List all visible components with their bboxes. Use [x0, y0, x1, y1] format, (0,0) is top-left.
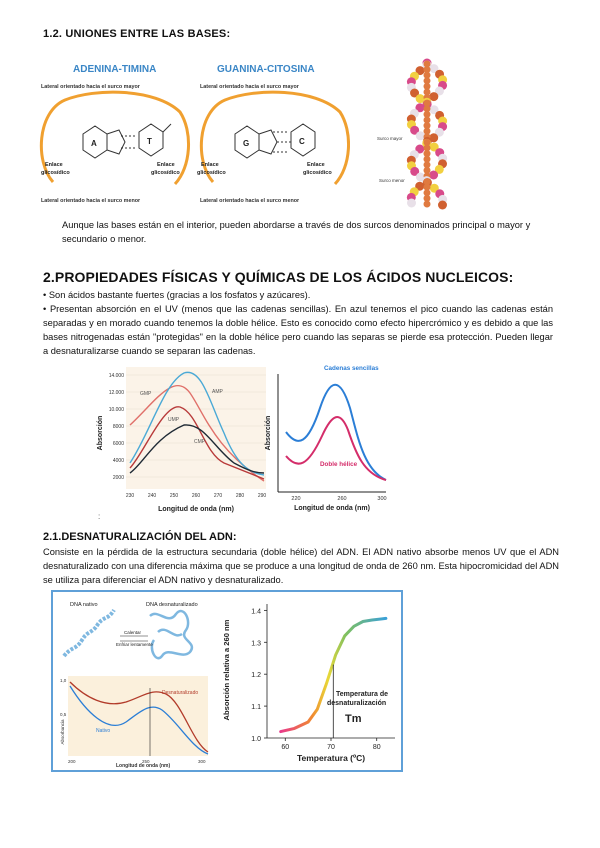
ump-label: UMP [168, 417, 180, 423]
section-title-1-2: 1.2. UNIONES ENTRE LAS BASES: [43, 28, 231, 40]
tm-xtick: 70 [327, 744, 335, 751]
left-chart-xtick: 250 [169, 493, 179, 499]
tm-ytick: 1.3 [251, 640, 261, 648]
at-minor-label: Lateral orientado hacia el surco menor [41, 198, 141, 204]
right-chart-xtick: 260 [337, 496, 347, 502]
tm-ytick: 1.0 [251, 736, 261, 743]
tm-xtick: 60 [281, 744, 290, 751]
native-helix-strand [64, 610, 114, 656]
tm-ytick: 1.2 [251, 672, 261, 680]
left-chart-ytick: 10.000 [108, 407, 124, 413]
enfriar-label: Enfriar lentamente [116, 642, 153, 647]
left-chart-ytick: 4000 [112, 458, 124, 464]
mini-ytick-2: 0,5 [60, 712, 67, 717]
mini-denat-label: Desnaturalizado [162, 690, 199, 696]
dna-denaturation-sketch [58, 596, 208, 666]
gc-minor-label: Lateral orientado hacia el surco menor [200, 198, 300, 204]
bullet-acids: • Son ácidos bastante fuertes (gracias a los fosfatos y azúcares). [43, 290, 311, 300]
single-strand-label: Cadenas sencillas [324, 365, 379, 372]
mini-ytick-1: 1,0 [60, 678, 67, 683]
stray-colon: : [98, 512, 101, 521]
at-enlace-right: Enlace [157, 162, 175, 168]
helix-minor-groove-label: Surco menor [379, 178, 405, 183]
tm-ytick: 1.4 [251, 608, 261, 616]
gc-title: GUANINA-CITOSINA [217, 64, 315, 75]
gc-enlace-left: Enlace [201, 162, 219, 168]
right-chart-ylabel: Absorción [265, 415, 272, 451]
left-chart-xtick: 290 [257, 493, 267, 499]
mini-xlabel: Longitud de onda (nm) [116, 763, 171, 768]
letter-g: G [243, 139, 250, 148]
helix-atom [429, 171, 438, 180]
at-glico-left: glicosídico [41, 170, 70, 176]
letter-t: T [147, 137, 152, 146]
gc-major-label: Lateral orientado hacia el surco mayor [200, 84, 299, 90]
mini-absorbance-chart [56, 672, 216, 768]
helix-atom [416, 131, 425, 140]
right-chart-xlabel: Longitud de onda (nm) [294, 505, 370, 512]
tm-ylabel: Absorción relativa a 260 nm [222, 619, 231, 721]
left-chart-xtick: 230 [125, 493, 135, 499]
left-chart-ytick: 12.000 [108, 390, 124, 396]
gmp-label: GMP [140, 391, 152, 397]
nucleotide-absorption-chart [94, 363, 274, 518]
helix-atom [407, 199, 416, 208]
left-chart-ytick: 14.000 [108, 373, 124, 379]
mini-xtick-1: 200 [68, 759, 76, 764]
left-chart-xtick: 270 [213, 493, 223, 499]
tm-annotation: Temperatura de desnaturalización [327, 691, 388, 707]
mini-ylabel: Absorbancia [60, 719, 65, 745]
gc-enlace-right: Enlace [307, 162, 325, 168]
helix-atom [438, 201, 447, 210]
mini-xtick-2: 250 [142, 759, 150, 764]
bullet-uv-absorption: • Presentan absorción en el UV (menos que las cadenas sencillas). En azul tenemos el pico cuando las cadenas están separadas y en morado cuando tenemos la doble hélice. Esto es conocido como efecto hipercrómico y es debido a que las bases nitrogenadas están "protegidas" en la doble hélice pero cuando las separas se pierde esa protección. Pueden llegar a desnaturalizarse cuando se separan las cadenas. [43, 304, 553, 356]
denatured-strand-1 [150, 611, 192, 658]
base-pairing-figure [35, 52, 350, 212]
dna-helix-illustration [375, 55, 475, 215]
mini-xtick-3: 300 [198, 759, 206, 764]
left-chart-xlabel: Longitud de onda (nm) [158, 506, 234, 513]
cmp-label: CMP [194, 439, 206, 445]
at-enlace-left: Enlace [45, 162, 63, 168]
section-title-2-1: 2.1.DESNATURALIZACIÓN DEL ADN: [43, 531, 237, 543]
tm-symbol: Tm [345, 713, 362, 725]
double-helix-curve [286, 417, 386, 480]
denaturation-paragraph: Consiste en la pérdida de la estructura secundaria (doble hélice) del ADN. El ADN nativo absorbe menos UV que el ADN desnaturalizado con una diferencia máxima que se produce a una longitud de onda de 260 nm. Esta hipocromicidad del ADN se utiliza para diferenciar el ADN nativo y desnaturalizado. [43, 547, 559, 585]
tm-ytick: 1.1 [251, 704, 261, 712]
left-chart-xtick: 240 [147, 493, 157, 499]
denatured-strand-2 [158, 630, 182, 636]
left-chart-ytick: 2000 [112, 475, 124, 481]
dna-nativo-label: DNA nativo [70, 602, 98, 608]
amp-label: AMP [212, 389, 223, 395]
left-chart-xtick: 280 [235, 493, 245, 499]
double-helix-label: Doble hélice [320, 461, 358, 468]
dna-desnat-label: DNA desnaturalizado [146, 602, 198, 608]
letter-a: A [91, 139, 97, 148]
at-title: ADENINA-TIMINA [73, 64, 157, 75]
melting-temperature-chart [215, 598, 401, 768]
helix-major-groove-label: Surco mayor [377, 136, 403, 141]
mini-plot-bg [68, 676, 208, 756]
gc-glico-right: glicosídico [303, 170, 332, 176]
right-chart-xtick: 300 [377, 496, 387, 502]
dna-hyperchromic-chart [262, 358, 392, 518]
tm-xlabel: Temperatura (ºC) [296, 753, 366, 763]
grooves-paragraph: Aunque las bases están en el interior, pueden abordarse a través de dos surcos denominados principal o mayor y secundario o menor. [62, 220, 531, 244]
at-glico-right: glicosídico [151, 170, 180, 176]
left-chart-ytick: 8000 [112, 424, 124, 430]
mini-native-label: Nativo [96, 728, 111, 734]
left-chart-xtick: 260 [191, 493, 201, 499]
helix-atom [429, 92, 438, 101]
helix-atom [424, 201, 431, 208]
left-chart-ylabel: Absorción [97, 415, 104, 451]
gc-glico-left: glicosídico [197, 170, 226, 176]
section-title-2: 2.PROPIEDADES FÍSICAS Y QUÍMICAS DE LOS ÁCIDOS NUCLEICOS: [43, 269, 514, 285]
tm-xtick: 80 [372, 744, 381, 751]
at-major-label: Lateral orientado hacia el surco mayor [41, 84, 140, 90]
left-chart-ytick: 6000 [112, 441, 124, 447]
calentar-label: Calentar [124, 630, 142, 635]
right-chart-xtick: 220 [291, 496, 301, 502]
letter-c: C [299, 137, 305, 146]
